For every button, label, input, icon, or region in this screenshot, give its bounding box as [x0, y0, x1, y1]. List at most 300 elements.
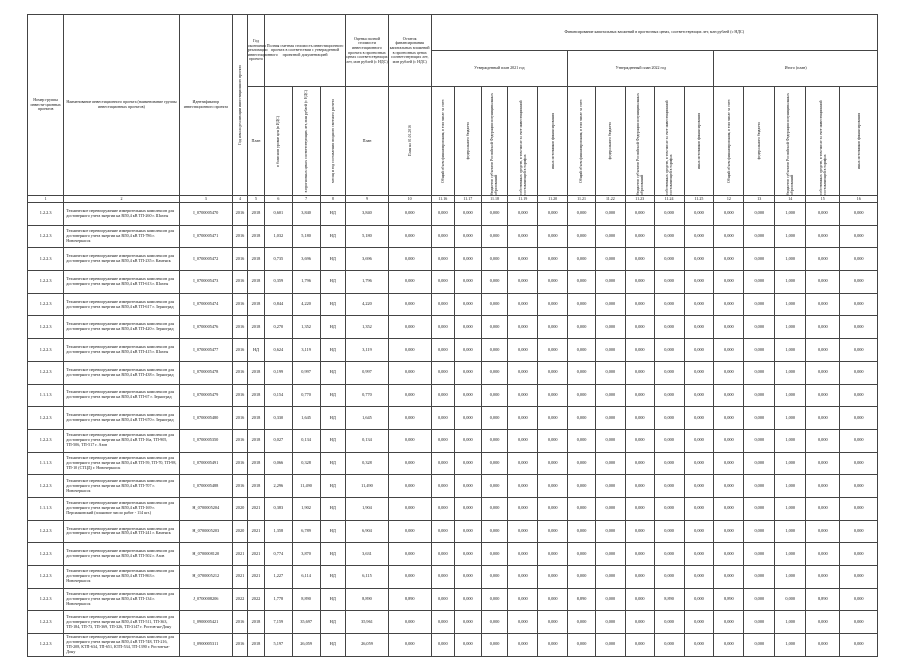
financing-value-cell: 0,000 [508, 203, 538, 226]
year-start-cell: 2016 [232, 293, 247, 316]
remain-cell: 0,000 [388, 271, 431, 294]
column-number: 3 [179, 196, 232, 203]
project-id-cell: I_0700005476 [179, 316, 232, 339]
financing-value-cell: 0,000 [840, 248, 878, 271]
financing-value-cell: 0,000 [508, 634, 538, 657]
financing-value-cell: 0,000 [684, 429, 714, 452]
financing-value-cell: 0,000 [714, 203, 744, 226]
year-end-cell: 2018 [247, 452, 264, 475]
financing-value-cell: 0,000 [508, 339, 538, 362]
financing-value-cell: 0,000 [455, 588, 482, 611]
cost-month-cell: НД [320, 543, 346, 566]
financing-value-cell: 0,000 [431, 361, 454, 384]
financing-value-cell: 0,000 [431, 339, 454, 362]
financing-value-cell: 0,000 [595, 339, 625, 362]
financing-value-cell: 0,000 [684, 248, 714, 271]
table-row [28, 339, 878, 362]
financing-value-cell: 0,000 [684, 475, 714, 498]
column-number: 11.17 [455, 196, 482, 203]
table-row [28, 316, 878, 339]
financing-value-cell: 0,000 [625, 588, 654, 611]
financing-value-cell: 0,000 [840, 475, 878, 498]
header-year-end-plan: План [247, 87, 264, 196]
financing-value-cell: 0,000 [595, 361, 625, 384]
financing-value-cell: 0,000 [654, 361, 684, 384]
financing-value-cell: 0,000 [840, 611, 878, 634]
cost-forecast-cell: 4,220 [292, 293, 320, 316]
header-remaining-financing: Остаток финансирования капитальных вложений в прогнозных ценах соответствующих лет, млн рублей (с НДС) [388, 15, 431, 87]
financing-value-cell: 0,000 [595, 429, 625, 452]
financing-value-cell: 0,000 [654, 475, 684, 498]
cost-base-cell: 0,774 [265, 543, 293, 566]
financing-value-cell: 0,000 [654, 429, 684, 452]
financing-value-cell: 0,000 [538, 407, 568, 430]
project-name-cell: Техническое перевооружение измерительных комплексов для достоверного учета энергии на ВЛ0,4 кВ ТП-59, ТП-70, ТП-98, ТП-10 (СТЦД) г. Новочеркасск [64, 452, 179, 475]
financing-value-cell: 0,000 [744, 316, 775, 339]
year-end-cell: 2018 [247, 248, 264, 271]
financing-value-cell: 0,000 [654, 407, 684, 430]
project-name-cell: Техническое перевооружение измерительных комплексов для достоверного учета энергии на ВЛ0,4 кВ ТП-786 г. Новочеркасск [64, 225, 179, 248]
financing-value-cell: 0,000 [714, 248, 744, 271]
remain-cell: 0,000 [388, 339, 431, 362]
estimate-cell: 3,840 [346, 203, 389, 226]
financing-value-cell: 0,000 [684, 611, 714, 634]
year-end-cell: 2018 [247, 293, 264, 316]
financing-value-cell: 0,000 [840, 497, 878, 520]
financing-value-cell: 0,000 [538, 293, 568, 316]
financing-value-cell: 0,000 [625, 497, 654, 520]
financing-value-cell: 0,000 [684, 520, 714, 543]
financing-value-cell: 0,000 [654, 611, 684, 634]
year-start-cell: 2016 [232, 407, 247, 430]
financing-value-cell: 0,000 [431, 634, 454, 657]
financing-value-cell: 0,000 [744, 225, 775, 248]
header-estimated-total: Оценка полной стоимости инвестиционного проекта в прогнозных ценах соответствующих лет, млн рублей (с НДС) [346, 15, 389, 87]
financing-value-cell: 0,000 [455, 634, 482, 657]
financing-value-cell: 0,000 [806, 339, 840, 362]
financing-value-cell: 0,000 [568, 634, 596, 657]
column-number: 9 [346, 196, 389, 203]
financing-value-cell: 0,000 [744, 475, 775, 498]
financing-value-cell: 0,000 [508, 497, 538, 520]
financing-value-cell: 0,000 [684, 407, 714, 430]
financing-value-cell: 1,000 [775, 203, 806, 226]
remain-cell: 0,000 [388, 634, 431, 657]
financing-value-cell: 0,000 [595, 475, 625, 498]
financing-value-cell: 1,000 [775, 520, 806, 543]
year-end-cell: 2018 [247, 316, 264, 339]
financing-value-cell: 0,000 [714, 611, 744, 634]
financing-value-cell: 0,000 [568, 316, 596, 339]
financing-value-cell: 0,000 [595, 634, 625, 657]
financing-value-cell: 0,000 [625, 475, 654, 498]
financing-value-cell: 0,000 [508, 543, 538, 566]
financing-value-cell: 0,000 [625, 248, 654, 271]
financing-value-cell: 0,000 [714, 452, 744, 475]
financing-value-cell: 1,000 [775, 293, 806, 316]
cost-forecast-cell: 3,840 [292, 203, 320, 226]
column-number: 8 [320, 196, 346, 203]
project-name-cell: Техническое перевооружение измерительных комплексов для достоверного учета энергии на ВЛ0,4 кВ ТП-415 г. Шахты [64, 339, 179, 362]
financing-value-cell: 0,000 [455, 566, 482, 589]
table-row [28, 293, 878, 316]
column-number: 11.23 [625, 196, 654, 203]
financing-value-cell: 0,000 [840, 339, 878, 362]
financing-value-cell: 0,000 [538, 566, 568, 589]
year-start-cell: 2016 [232, 316, 247, 339]
project-id-cell: H_0700008120 [179, 543, 232, 566]
financing-value-cell: 0,000 [455, 293, 482, 316]
project-name-cell: Техническое перевооружение измерительных комплексов для достоверного учета энергии на ВЛ0,4 кВ ТП-670 г. Зерноград [64, 407, 179, 430]
financing-value-cell: 1,000 [775, 384, 806, 407]
project-name-cell: Техническое перевооружение измерительных комплексов для достоверного учета энергии на ВЛ0,4 кВ ТП-235 г. Каменск [64, 248, 179, 271]
remain-cell: 0,000 [388, 225, 431, 248]
financing-value-cell: 0,000 [508, 588, 538, 611]
financing-value-cell: 0,000 [744, 611, 775, 634]
remain-cell: 0,000 [388, 361, 431, 384]
header-src-own-2022: собственных средств, в том числе за счет инвестиционной составляющей в тарифах [654, 87, 684, 196]
financing-value-cell: 0,000 [744, 588, 775, 611]
financing-value-cell: 0,000 [714, 634, 744, 657]
year-end-cell: 2022 [247, 588, 264, 611]
financing-value-cell: 0,000 [481, 248, 508, 271]
table-row [28, 588, 878, 611]
header-src-total-all: Общий объем финансирования, в том числе за счет: [714, 87, 744, 196]
year-start-cell: 2016 [232, 475, 247, 498]
financing-value-cell: 0,000 [684, 497, 714, 520]
financing-value-cell: 0,000 [455, 611, 482, 634]
cost-base-cell: 0,199 [265, 361, 293, 384]
header-financing: Финансирование капитальных вложений в прогнозных ценах, соответствующих лет, млн рублей (с НДС) [431, 15, 877, 51]
financing-value-cell: 0,000 [840, 520, 878, 543]
year-end-cell: 2021 [247, 497, 264, 520]
project-id-cell: I_0700005474 [179, 293, 232, 316]
financing-value-cell: 0,000 [714, 384, 744, 407]
column-number: 11.25 [684, 196, 714, 203]
financing-value-cell: 0,000 [625, 271, 654, 294]
group-number-cell: 1.2.2.3 [28, 316, 64, 339]
cost-month-cell: НД [320, 520, 346, 543]
year-start-cell: 2016 [232, 339, 247, 362]
financing-value-cell: 0,000 [568, 497, 596, 520]
financing-value-cell: 1,000 [775, 339, 806, 362]
financing-value-cell: 0,000 [840, 271, 878, 294]
financing-value-cell: 0,000 [538, 611, 568, 634]
financing-value-cell: 0,000 [684, 543, 714, 566]
financing-value-cell: 0,000 [538, 429, 568, 452]
cost-month-cell: НД [320, 271, 346, 294]
estimate-cell: 26,059 [346, 634, 389, 657]
financing-value-cell: 0,000 [744, 339, 775, 362]
column-number: 2 [64, 196, 179, 203]
project-id-cell: I_0700005488 [179, 475, 232, 498]
financing-value-cell: 0,000 [654, 634, 684, 657]
financing-value-cell: 0,000 [744, 361, 775, 384]
year-end-cell: 2018 [247, 361, 264, 384]
financing-value-cell: 0,000 [538, 271, 568, 294]
estimate-cell: 6,115 [346, 566, 389, 589]
financing-value-cell: 0,000 [806, 248, 840, 271]
financing-value-cell: 0,000 [431, 588, 454, 611]
financing-value-cell: 0,000 [455, 225, 482, 248]
remain-cell: 0,000 [388, 543, 431, 566]
group-number-cell: 1.2.2.3 [28, 588, 64, 611]
header-cost-base: в базисном уровне цен (в ИДС) [265, 87, 293, 196]
financing-value-cell: 0,000 [508, 566, 538, 589]
financing-value-cell: 0,000 [595, 520, 625, 543]
group-number-cell: 1.2.2.3 [28, 407, 64, 430]
cost-forecast-cell: 0,997 [292, 361, 320, 384]
cost-base-cell: 0,601 [265, 203, 293, 226]
group-number-cell: 1.2.2.3 [28, 611, 64, 634]
project-name-cell: Техническое перевооружение измерительных комплексов для достоверного учета энергии на ВЛ0,4 кВ ТП-16а, ТП-905, ТП-506, ТП-517 г. Азов [64, 429, 179, 452]
column-number: 15 [806, 196, 840, 203]
year-end-cell: 2018 [247, 475, 264, 498]
financing-value-cell: 0,000 [714, 429, 744, 452]
cost-forecast-cell: 3,696 [292, 248, 320, 271]
financing-value-cell: 0,000 [806, 293, 840, 316]
table-row [28, 271, 878, 294]
financing-value-cell: 0,000 [595, 316, 625, 339]
table-row [28, 611, 878, 634]
financing-value-cell: 0,000 [840, 566, 878, 589]
estimate-cell: 4,220 [346, 293, 389, 316]
column-number: 1 [28, 196, 64, 203]
financing-value-cell: 0,000 [431, 203, 454, 226]
header-src-other-2022: иных источников финансирования [684, 87, 714, 196]
header-project-id: Идентификатор инвестиционного проекта [179, 15, 232, 196]
project-name-cell: Техническое перевооружение измерительных комплексов для достоверного учета энергии на ВЛ0,4 кВ ТП-241 г. Каменск [64, 520, 179, 543]
header-plan-2021: Утвержденный план 2021 год [431, 51, 568, 87]
financing-value-cell: 0,000 [538, 225, 568, 248]
group-number-cell: 1.2.2.3 [28, 225, 64, 248]
financing-value-cell: 0,000 [431, 543, 454, 566]
financing-value-cell: 1,000 [775, 452, 806, 475]
financing-value-cell: 0,000 [625, 293, 654, 316]
project-name-cell: Техническое перевооружение измерительных комплексов для достоверного учета энергии на ВЛ0,4 кВ ТП-134 г. Новочеркасск [64, 588, 179, 611]
cost-base-cell: 0,270 [265, 316, 293, 339]
financing-value-cell: 0,000 [568, 271, 596, 294]
year-end-cell: НД [247, 339, 264, 362]
cost-base-cell: 2,296 [265, 475, 293, 498]
financing-value-cell: 0,000 [714, 361, 744, 384]
financing-value-cell: 0,000 [625, 361, 654, 384]
financing-value-cell: 1,000 [775, 316, 806, 339]
estimate-cell: 1,645 [346, 407, 389, 430]
financing-value-cell: 0,000 [595, 248, 625, 271]
column-number: 10 [388, 196, 431, 203]
financing-value-cell: 0,000 [508, 520, 538, 543]
cost-forecast-cell: 1,796 [292, 271, 320, 294]
financing-value-cell: 0,000 [840, 203, 878, 226]
financing-value-cell: 0,000 [714, 566, 744, 589]
financing-value-cell: 0,000 [431, 248, 454, 271]
cost-month-cell: НД [320, 566, 346, 589]
financing-value-cell: 0,000 [684, 634, 714, 657]
header-remain-plan: План на 01.01.2016 [388, 87, 431, 196]
financing-value-cell: 0,000 [840, 293, 878, 316]
group-number-cell: 1.2.2.3 [28, 203, 64, 226]
financing-value-cell: 0,000 [714, 475, 744, 498]
column-number: 6 [265, 196, 293, 203]
header-src-own-all: собственных средств, в том числе за счет инвестиционной составляющей в тарифах [806, 87, 840, 196]
header-src-other-2021: иных источников финансирования [538, 87, 568, 196]
table-row [28, 361, 878, 384]
financing-value-cell: 0,000 [806, 475, 840, 498]
group-number-cell: 1.2.2.3 [28, 429, 64, 452]
financing-value-cell: 0,000 [481, 588, 508, 611]
estimate-cell: 1,796 [346, 271, 389, 294]
financing-value-cell: 0,000 [684, 271, 714, 294]
financing-value-cell: 0,000 [654, 293, 684, 316]
financing-value-cell: 8,890 [654, 588, 684, 611]
header-group-number: Номер группы инвести-ционных проектов [28, 15, 64, 196]
financing-value-cell: 0,000 [625, 203, 654, 226]
financing-value-cell: 0,000 [538, 248, 568, 271]
financing-value-cell: 0,000 [714, 407, 744, 430]
remain-cell: 0,000 [388, 520, 431, 543]
financing-value-cell: 0,000 [595, 566, 625, 589]
project-id-cell: I_0900005311 [179, 634, 232, 657]
header-cost-forecast: в прогнозных ценах соответствующих лет, млн рублей (с НДС) [292, 87, 320, 196]
financing-value-cell: 0,000 [508, 611, 538, 634]
year-start-cell: 2016 [232, 225, 247, 248]
year-end-cell: 2021 [247, 543, 264, 566]
cost-month-cell: НД [320, 611, 346, 634]
year-end-cell: 2018 [247, 384, 264, 407]
financing-value-cell: 0,000 [538, 634, 568, 657]
cost-month-cell: НД [320, 361, 346, 384]
financing-value-cell: 0,000 [806, 225, 840, 248]
financing-value-cell: 0,000 [481, 203, 508, 226]
cost-month-cell: НД [320, 588, 346, 611]
financing-value-cell: 0,000 [431, 611, 454, 634]
cost-forecast-cell: 1,645 [292, 407, 320, 430]
financing-value-cell: 0,000 [568, 248, 596, 271]
table-body [28, 203, 878, 657]
financing-value-cell: 0,000 [481, 520, 508, 543]
year-start-cell: 2020 [232, 520, 247, 543]
cost-forecast-cell: 3,870 [292, 543, 320, 566]
financing-value-cell: 0,000 [744, 566, 775, 589]
group-number-cell: 1.2.2.3 [28, 271, 64, 294]
table-row [28, 225, 878, 248]
financing-value-cell: 0,000 [806, 271, 840, 294]
financing-value-cell: 0,000 [595, 588, 625, 611]
estimate-cell: 0,134 [346, 429, 389, 452]
header-src-fed-2022: федерального бюджета [595, 87, 625, 196]
column-number: 11.21 [568, 196, 596, 203]
cost-forecast-cell: 5,180 [292, 225, 320, 248]
financing-value-cell: 0,000 [481, 566, 508, 589]
financing-value-cell: 0,000 [481, 497, 508, 520]
year-start-cell: 2022 [232, 588, 247, 611]
financing-value-cell: 0,000 [744, 543, 775, 566]
financing-value-cell: 0,000 [654, 566, 684, 589]
investment-table-sheet [27, 14, 878, 657]
financing-value-cell: 0,000 [568, 407, 596, 430]
project-name-cell: Техническое перевооружение измерительных комплексов для достоверного учета энергии на ВЛ0,4 кВ ТП-260 г. Шахты [64, 203, 179, 226]
year-end-cell: 2018 [247, 203, 264, 226]
financing-value-cell: 0,000 [744, 293, 775, 316]
financing-value-cell: 0,000 [654, 248, 684, 271]
year-start-cell: 2021 [232, 543, 247, 566]
cost-month-cell: НД [320, 316, 346, 339]
financing-value-cell: 0,000 [714, 271, 744, 294]
remain-cell: 0,000 [388, 384, 431, 407]
cost-forecast-cell: 6,114 [292, 566, 320, 589]
table-row [28, 634, 878, 657]
financing-value-cell: 0,000 [684, 225, 714, 248]
group-number-cell: 1.2.2.3 [28, 520, 64, 543]
estimate-cell: 8,890 [346, 588, 389, 611]
financing-value-cell: 1,000 [775, 611, 806, 634]
financing-value-cell: 0,000 [684, 361, 714, 384]
remain-cell: 0,000 [388, 611, 431, 634]
financing-value-cell: 0,000 [568, 566, 596, 589]
table-row [28, 475, 878, 498]
column-number: 7 [292, 196, 320, 203]
financing-value-cell: 0,000 [684, 339, 714, 362]
year-end-cell: 2018 [247, 429, 264, 452]
group-number-cell: 1.1.1.3 [28, 384, 64, 407]
project-name-cell: Техническое перевооружение измерительных комплексов для достоверного учета энергии на ВЛ0,4 кВ ТП-707 г. Новочеркасск [64, 475, 179, 498]
financing-value-cell: 1,000 [775, 271, 806, 294]
cost-base-cell: 1,032 [265, 225, 293, 248]
year-start-cell: 2016 [232, 429, 247, 452]
column-number: 12 [714, 196, 744, 203]
financing-value-cell: 0,000 [595, 203, 625, 226]
financing-value-cell: 0,000 [806, 361, 840, 384]
project-id-cell: H_0700005212 [179, 566, 232, 589]
group-number-cell: 1.1.1.3 [28, 452, 64, 475]
project-name-cell: Техническое перевооружение измерительных комплексов для достоверного учета энергии на ВЛ0,4 кВ ТП-617 г. Зерноград [64, 293, 179, 316]
cost-base-cell: 0,844 [265, 293, 293, 316]
financing-value-cell: 0,000 [744, 407, 775, 430]
financing-value-cell: 0,000 [684, 588, 714, 611]
estimate-cell: 1,352 [346, 316, 389, 339]
financing-value-cell: 0,000 [806, 429, 840, 452]
financing-value-cell: 0,000 [806, 384, 840, 407]
year-end-cell: 2018 [247, 634, 264, 657]
financing-value-cell: 0,000 [840, 452, 878, 475]
financing-value-cell: 0,000 [538, 497, 568, 520]
cost-forecast-cell: 35,697 [292, 611, 320, 634]
financing-value-cell: 0,000 [840, 429, 878, 452]
estimate-cell: 0,997 [346, 361, 389, 384]
header-src-own-2021: собственных средств, в том числе за счет инвестиционной составляющей в тарифах [508, 87, 538, 196]
financing-value-cell: 1,000 [775, 497, 806, 520]
financing-value-cell: 0,000 [455, 271, 482, 294]
year-end-cell: 2018 [247, 611, 264, 634]
year-end-cell: 2018 [247, 271, 264, 294]
cost-forecast-cell: 0,770 [292, 384, 320, 407]
financing-value-cell: 1,000 [775, 407, 806, 430]
financing-value-cell: 0,000 [625, 407, 654, 430]
cost-base-cell: 7,159 [265, 611, 293, 634]
header-src-total-2021: Общий объем финансирования, в том числе за счет: [431, 87, 454, 196]
project-name-cell: Техническое перевооружение измерительных комплексов для достоверного учета энергии на ВЛ0,4 кВ ТП-613 г. Шахты [64, 271, 179, 294]
table-row [28, 452, 878, 475]
year-end-cell: 2018 [247, 225, 264, 248]
year-end-cell: 2018 [247, 407, 264, 430]
remain-cell: 0,000 [388, 203, 431, 226]
group-number-cell: 1.2.2.3 [28, 566, 64, 589]
project-id-cell: I_0900005421 [179, 611, 232, 634]
table-row [28, 203, 878, 226]
column-number: 5 [247, 196, 264, 203]
financing-value-cell: 0,000 [455, 543, 482, 566]
